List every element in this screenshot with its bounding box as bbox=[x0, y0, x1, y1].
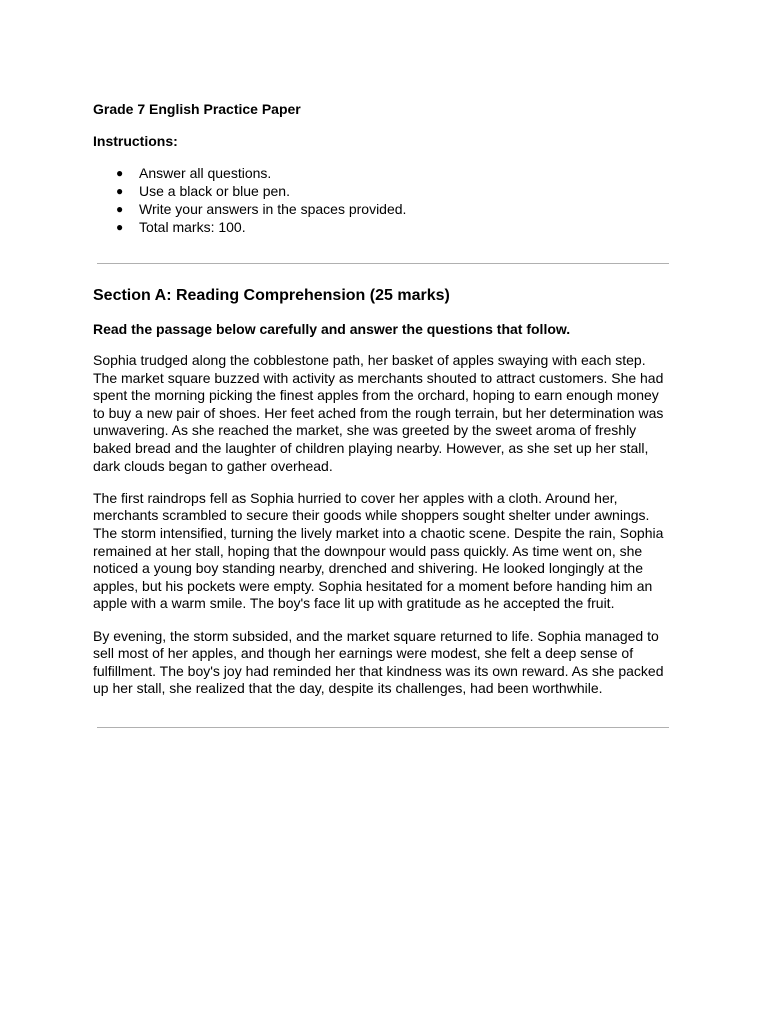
instruction-text: Write your answers in the spaces provided. bbox=[139, 201, 407, 217]
instructions-list bbox=[93, 164, 673, 236]
list-item bbox=[116, 164, 673, 182]
bullet-icon: ● bbox=[116, 202, 124, 216]
document-page bbox=[93, 100, 673, 697]
bullet-icon: ● bbox=[116, 184, 124, 198]
list-item bbox=[116, 200, 673, 218]
instruction-text: Answer all questions. bbox=[139, 165, 272, 181]
list-item bbox=[116, 218, 673, 236]
section-a-instruction: Read the passage below carefully and answer the questions that follow. bbox=[93, 321, 571, 337]
bullet-icon: ● bbox=[116, 166, 124, 180]
section-divider-top bbox=[97, 263, 669, 264]
passage-paragraph: The first raindrops fell as Sophia hurried to cover her apples with a cloth. Around her, merchants scrambled to secure their goods while shoppers sought shelter under awnings. The storm intensified, turning the lively market into a chaotic scene. Despite the rain, Sophia remained at her stall, hoping that the downpour would pass quickly. As time went on, she noticed a young boy standing nearby, drenched and shivering. He looked longingly at the apples, but his pockets were empty. Sophia hesitated for a moment before handing him an apple with a warm smile. The boy's face lit up with gratitude as he accepted the fruit. bbox=[93, 489, 664, 612]
instruction-text: Total marks: 100. bbox=[139, 219, 246, 235]
passage-paragraph: By evening, the storm subsided, and the market square returned to life. Sophia managed to sell most of her apples, and though her earnings were modest, she felt a deep sense of fulfillment. The boy's joy had reminded her that kindness was its own reward. As she packed up her stall, she realized that the day, despite its challenges, had been worthwhile. bbox=[93, 627, 664, 697]
passage-paragraph: Sophia trudged along the cobblestone path, her basket of apples swaying with each step. The market square buzzed with activity as merchants shouted to attract customers. She had spent the morning picking the finest apples from the orchard, hoping to earn enough money to buy a new pair of shoes. Her feet ached from the rough terrain, but her determination was unwavering. As she reached the market, she was greeted by the sweet aroma of freshly baked bread and the laughter of children playing nearby. However, as she set up her stall, dark clouds began to gather overhead. bbox=[93, 352, 664, 474]
reading-passage bbox=[93, 352, 673, 712]
paper-title: Grade 7 English Practice Paper bbox=[93, 101, 301, 117]
bullet-icon: ● bbox=[116, 220, 124, 234]
instructions-heading: Instructions: bbox=[93, 133, 178, 149]
instruction-text: Use a black or blue pen. bbox=[139, 183, 290, 199]
section-a-heading: Section A: Reading Comprehension (25 marks) bbox=[93, 287, 450, 304]
list-item bbox=[116, 182, 673, 200]
section-divider-bottom bbox=[97, 727, 669, 728]
